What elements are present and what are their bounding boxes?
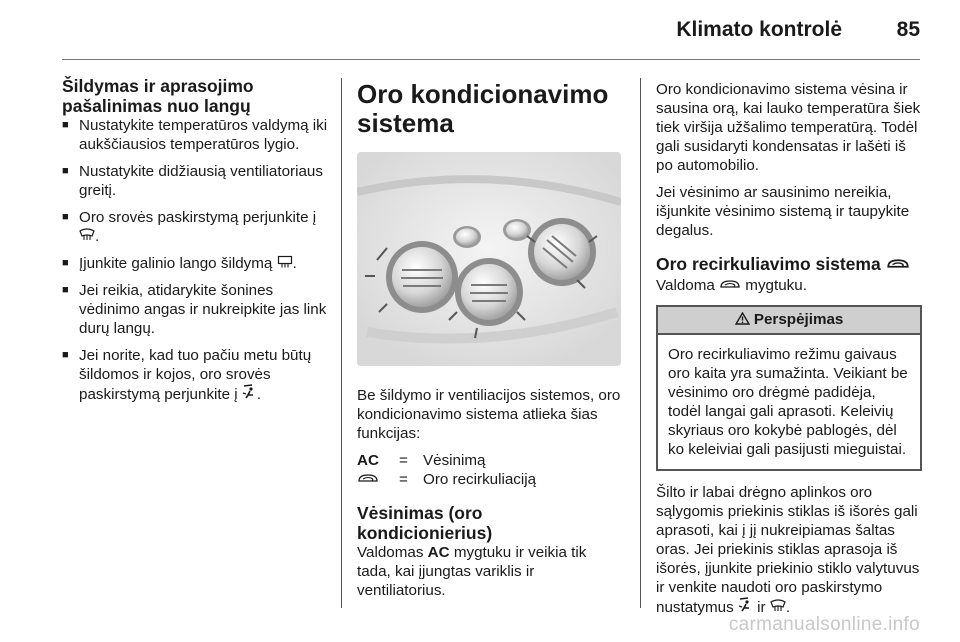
ac-paragraph-3 xyxy=(656,483,922,617)
warning-triangle-icon xyxy=(735,311,754,328)
recirculation-icon xyxy=(357,470,379,489)
list-item-text: . xyxy=(95,228,100,245)
p3-text-pre: Šilto ir labai drėgno aplinkos oro sąlygomis priekinis stiklas iš išorės gali aprasoti, kai į jį nukreipiamas šaltas oras. Jei priekinis stiklas aprasoja iš išorės, įjunkite priekinio stiklo valytuvus ir venkite naudoti oro paskirstymo nustatymus xyxy=(656,484,920,616)
recirculation-icon xyxy=(719,276,741,295)
recirc-text-pre: Valdoma xyxy=(656,277,715,294)
list-item-text: Jei norite, kad tuo pačiu metu būtų šildomos ir kojos, oro srovės paskirstymą perjunkite į xyxy=(79,347,312,403)
recirc-heading-text: Oro recirkuliavimo sistema xyxy=(656,254,881,274)
climate-control-photo xyxy=(357,152,621,366)
column-defrost xyxy=(62,76,330,412)
cooling-text xyxy=(357,543,622,600)
function-table xyxy=(357,451,536,489)
p3-text-mid: ir xyxy=(757,599,766,616)
list-item: ■ Jei reikia, atidarykite šonines vėdinimo angas ir nukreipkite jas link durų langų. xyxy=(62,281,330,338)
column-divider xyxy=(341,78,342,608)
warning-text: Oro recirkuliavimo režimu gaivaus oro kaita yra sumažinta. Veikiant be vėsinimo oro drėgmė padidėja, todėl langai gali aprasoti. Keleivių skyriaus oro kokybė pablogės, dėl ko keleiviai gali pasijusti mieguistai. xyxy=(668,346,908,458)
ac-paragraph-2: Jei vėsinimo ar sausinimo nereikia, išjunkite vėsinimo sistemą ir taupykite degalus. xyxy=(656,184,910,239)
page-number: 85 xyxy=(896,18,920,41)
warning-box xyxy=(656,305,922,471)
recirc-control-text xyxy=(656,276,922,295)
cooling-text-post: mygtuku ir veikia tik tada, kai įjungtas variklis ir ventiliatorius. xyxy=(357,544,587,599)
list-item xyxy=(62,208,330,246)
p3-text-post: . xyxy=(785,599,791,616)
recirc-function: Oro recirkuliaciją xyxy=(423,471,537,488)
recirc-text-post: mygtuku. xyxy=(745,277,807,294)
cooling-heading: Vėsinimas (oro kondicionierius) xyxy=(357,503,493,543)
warning-header xyxy=(658,307,920,335)
list-item xyxy=(62,254,330,273)
list-item-text: Įjunkite galinio lango šildymą xyxy=(79,255,273,272)
column-recirculation xyxy=(656,80,922,625)
ac-function: Vėsinimą xyxy=(423,452,486,469)
column-ac-system xyxy=(357,80,622,608)
ac-paragraph-1: Oro kondicionavimo sistema vėsina ir sausina orą, kai lauko temperatūra šiek tiek viršija užšalimo temperatūrą. Todėl gali susidaryti kondensatas ir lašėti iš po automobilio. xyxy=(656,81,921,174)
column-divider xyxy=(640,78,641,608)
header-rule xyxy=(62,59,920,60)
ac-key: AC xyxy=(357,452,379,469)
ac-system-heading: Oro kondicionavimo sistema xyxy=(357,79,609,138)
table-row xyxy=(357,451,536,470)
warning-title: Perspėjimas xyxy=(753,311,844,328)
header-title: Klimato kontrolė xyxy=(676,18,842,41)
ac-key: AC xyxy=(427,544,450,561)
list-item: ■ Nustatykite didžiausią ventiliatoriaus greitį. xyxy=(62,162,330,200)
defrost-heading: Šildymas ir aprasojimo pašalinimas nuo langų xyxy=(62,76,254,116)
cooling-text-pre: Valdomas xyxy=(357,544,424,561)
recirculation-icon xyxy=(886,256,910,276)
table-row xyxy=(357,470,536,489)
defrost-steps xyxy=(62,116,330,404)
windscreen-footwell-icon xyxy=(242,384,257,404)
equals-sign: = xyxy=(399,471,408,488)
windscreen-defrost-icon xyxy=(79,227,95,246)
rear-window-heat-icon xyxy=(277,254,293,273)
list-item-text: Oro srovės paskirstymą perjunkite į xyxy=(79,209,317,226)
recirc-heading xyxy=(656,254,922,276)
list-item-text: . xyxy=(256,386,262,403)
list-item: ■ Nustatykite temperatūros valdymą iki aukščiausios temperatūros lygio. xyxy=(62,116,330,154)
list-item xyxy=(62,346,330,404)
equals-sign: = xyxy=(399,452,408,469)
ac-intro: Be šildymo ir ventiliacijos sistemos, oro kondicionavimo sistema atlieka šias funkcijas: xyxy=(357,387,621,442)
list-item-text: . xyxy=(292,255,297,272)
watermark: carmanualsonline.info xyxy=(728,614,920,635)
